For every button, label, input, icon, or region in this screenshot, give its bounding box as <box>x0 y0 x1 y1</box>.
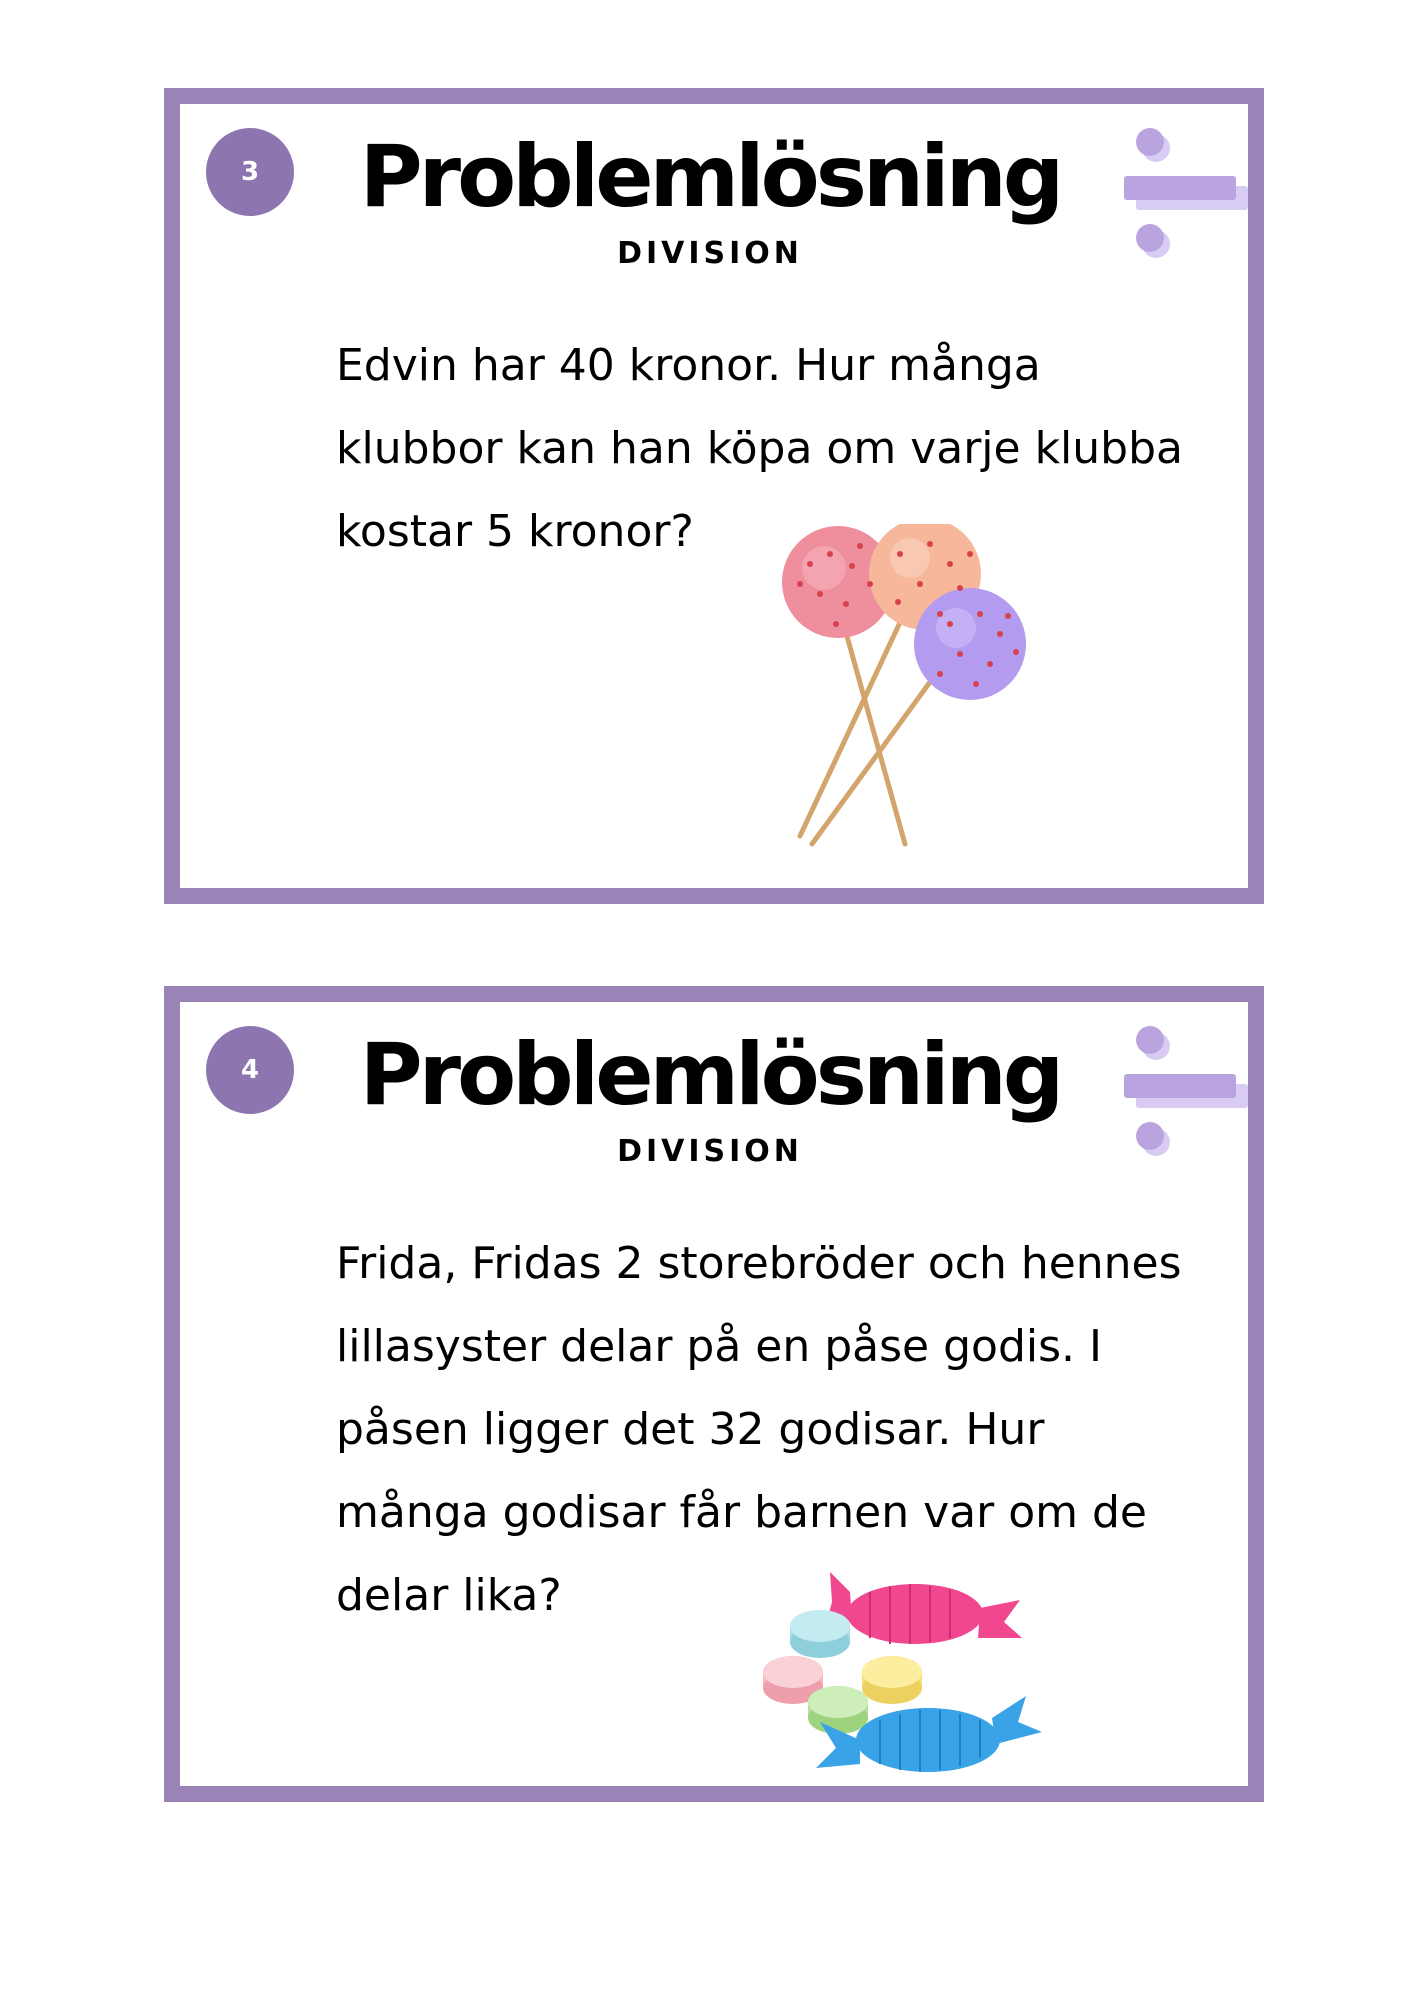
task-card <box>164 88 1264 904</box>
lollipops-illustration <box>780 524 1060 854</box>
task-card <box>164 986 1264 1802</box>
card-subtitle: DIVISION <box>617 236 803 271</box>
question-text: Frida, Fridas 2 storebröder och hennes lillasyster delar på en påse godis. I påsen ligger det 32 godisar. Hur många godisar får barnen var om de delar lika? <box>336 1238 1182 1621</box>
card-number-badge: 4 <box>206 1026 294 1114</box>
division-icon <box>1120 1022 1250 1162</box>
candies-illustration <box>760 1572 1060 1782</box>
card-title: Problemlösning <box>359 127 1061 227</box>
question-text: Edvin har 40 kronor. Hur många klubbor kan han köpa om varje klubba kostar 5 kronor? <box>336 340 1183 557</box>
division-icon <box>1120 124 1250 264</box>
card-number-badge: 3 <box>206 128 294 216</box>
card-subtitle: DIVISION <box>617 1134 803 1169</box>
card-title: Problemlösning <box>359 1025 1061 1125</box>
